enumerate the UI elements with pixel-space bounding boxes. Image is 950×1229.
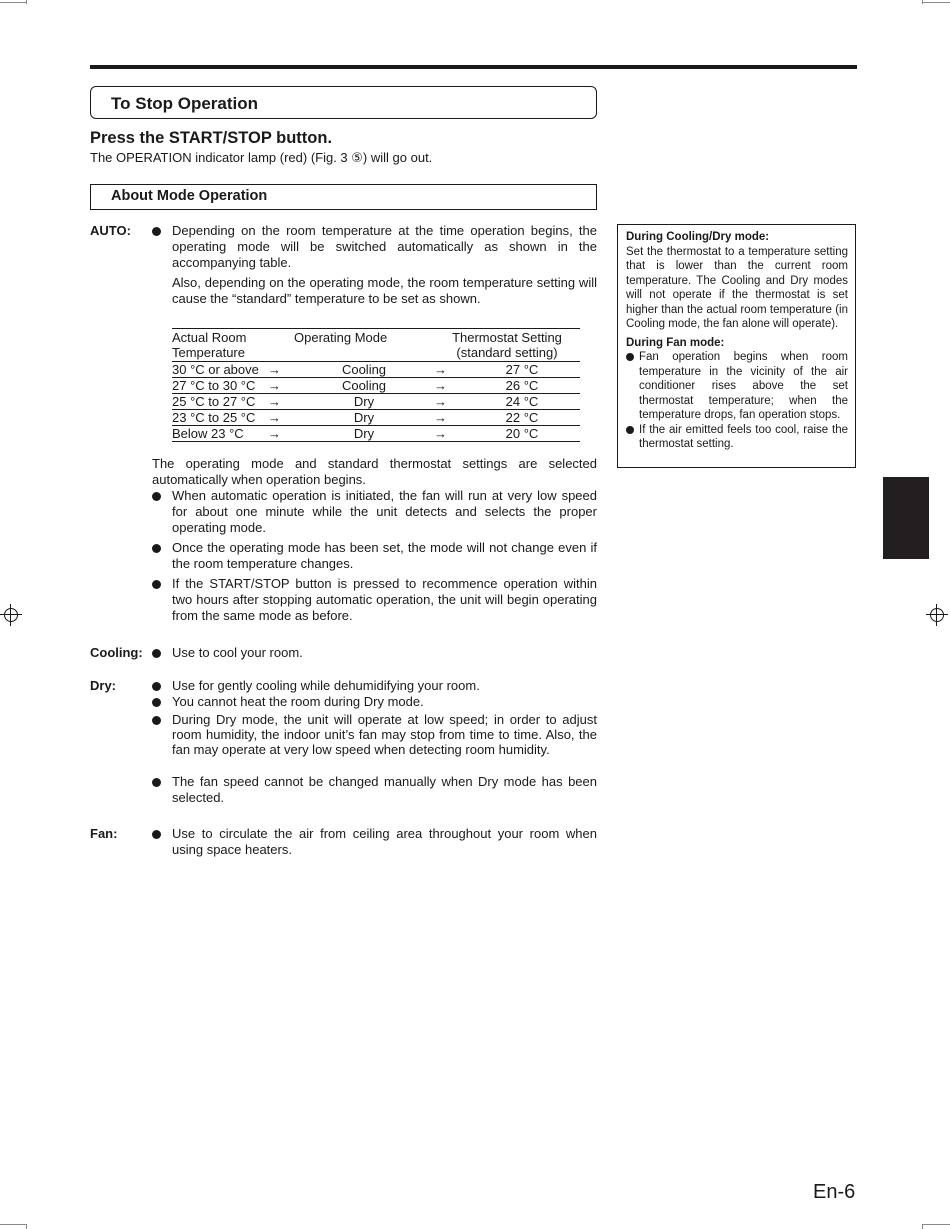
registration-mark-right xyxy=(926,604,948,626)
crop-mark-bottom-right-h xyxy=(922,1224,950,1225)
crop-mark-top-left-v xyxy=(26,0,27,4)
dry-bullet-4: The fan speed cannot be changed manually when Dry mode has been selected. xyxy=(172,774,597,805)
bullet-icon xyxy=(152,716,161,725)
arrow-icon: → xyxy=(268,378,294,394)
arrow-icon: → xyxy=(434,410,464,426)
fan-note-heading: During Fan mode: xyxy=(626,336,725,349)
fan-note-text-1: Fan operation begins when room temperature in the vicinity of the air conditioner rises above the set thermostat temperature; when the temperature drops, fan operation stops. xyxy=(639,351,848,421)
sidebar-note xyxy=(617,224,856,468)
row-temperature: 23 °C to 25 °C xyxy=(172,410,268,426)
header-temperature: Actual Room Temperature xyxy=(172,329,294,362)
dry-bullet-2: You cannot heat the room during Dry mode. xyxy=(172,694,424,709)
bullet-icon xyxy=(626,426,634,434)
row-setting: 24 °C xyxy=(464,394,580,410)
mode-operation-heading-box xyxy=(90,184,597,210)
arrow-icon: → xyxy=(434,426,464,442)
row-setting: 27 °C xyxy=(464,362,580,378)
header-operating-mode: Operating Mode xyxy=(294,329,434,362)
page-number: En-6 xyxy=(813,1181,856,1203)
auto-label: AUTO: xyxy=(90,223,131,238)
auto-intro-1: Depending on the room temperature at the time operation begins, the operating mode will be switched automatically as shown in the accompanying table. xyxy=(172,223,597,270)
auto-mode-table xyxy=(172,328,580,442)
header-thermostat-setting: Thermostat Setting (standard setting) xyxy=(434,329,580,362)
crop-mark-bottom-right-v xyxy=(922,1224,923,1229)
row-temperature: 30 °C or above xyxy=(172,362,268,378)
stop-instruction: Press the START/STOP button. xyxy=(90,129,333,147)
crop-mark-bottom-left-v xyxy=(26,1224,27,1229)
cooling-bullet-1: Use to cool your room. xyxy=(172,645,303,660)
fan-note-item xyxy=(626,350,848,423)
dry-bullet-1: Use for gently cooling while dehumidifying your room. xyxy=(172,678,480,693)
arrow-icon: → xyxy=(268,362,294,378)
cooling-dry-note-heading: During Cooling/Dry mode: xyxy=(626,231,770,243)
row-mode: Dry xyxy=(294,410,434,426)
dry-label: Dry: xyxy=(90,678,117,693)
row-setting: 20 °C xyxy=(464,426,580,442)
stop-operation-heading-box xyxy=(90,86,597,119)
fan-note-item xyxy=(626,423,848,452)
auto-bullet-1: When automatic operation is initiated, the fan will run at very low speed for about one minute while the unit detects and selects the proper operating mode. xyxy=(172,488,597,535)
registration-mark-left xyxy=(0,604,22,626)
row-setting: 22 °C xyxy=(464,410,580,426)
bullet-icon xyxy=(152,682,161,691)
crop-mark-top-right-h xyxy=(922,2,950,3)
auto-intro-2: Also, depending on the operating mode, the room temperature setting will cause the “standard” temperature to be set as shown. xyxy=(172,275,597,306)
table-row xyxy=(172,362,580,378)
table-row xyxy=(172,394,580,410)
fan-bullet-1: Use to circulate the air from ceiling area throughout your room when using space heaters. xyxy=(172,826,597,857)
row-mode: Dry xyxy=(294,426,434,442)
cooling-dry-note-text: Set the thermostat to a temperature setting that is lower than the current room temperature. The Cooling and Dry modes will not operate if the thermostat is set higher than the actual room temperature (in Cooling mode, the fan alone will operate). xyxy=(626,245,848,330)
fan-label: Fan: xyxy=(90,826,118,841)
arrow-icon: → xyxy=(434,362,464,378)
arrow-icon: → xyxy=(268,426,294,442)
row-temperature: Below 23 °C xyxy=(172,426,268,442)
bullet-icon xyxy=(152,492,161,501)
cooling-label: Cooling: xyxy=(90,645,143,660)
auto-bullet-3: If the START/STOP button is pressed to recommence operation within two hours after stopping automatic operation, the unit will begin operating from the same mode as before. xyxy=(172,576,597,623)
crop-mark-top-right-v xyxy=(922,0,923,4)
table-row xyxy=(172,378,580,394)
stop-description: The OPERATION indicator lamp (red) (Fig. 3 ⑤) will go out. xyxy=(90,150,433,165)
table-header-row xyxy=(172,329,580,362)
top-rule xyxy=(90,65,857,69)
crop-mark-top-left-h xyxy=(0,2,26,3)
row-setting: 26 °C xyxy=(464,378,580,394)
row-mode: Dry xyxy=(294,394,434,410)
arrow-icon: → xyxy=(268,410,294,426)
bullet-icon xyxy=(152,830,161,839)
bullet-icon xyxy=(152,698,161,707)
row-temperature: 27 °C to 30 °C xyxy=(172,378,268,394)
bullet-icon xyxy=(152,544,161,553)
bullet-icon xyxy=(152,778,161,787)
arrow-icon: → xyxy=(434,378,464,394)
arrow-icon: → xyxy=(268,394,294,410)
auto-summary: The operating mode and standard thermostat settings are selected automatically when operation begins. xyxy=(152,456,597,487)
row-temperature: 25 °C to 27 °C xyxy=(172,394,268,410)
row-mode: Cooling xyxy=(294,378,434,394)
auto-bullet-2: Once the operating mode has been set, the mode will not change even if the room temperature changes. xyxy=(172,540,597,571)
bullet-icon xyxy=(152,649,161,658)
table-row xyxy=(172,410,580,426)
bullet-icon xyxy=(152,227,161,236)
arrow-icon: → xyxy=(434,394,464,410)
section-thumb-tab xyxy=(883,477,929,559)
mode-operation-heading: About Mode Operation xyxy=(111,188,268,204)
crop-mark-bottom-left-h xyxy=(0,1224,26,1225)
bullet-icon xyxy=(626,353,634,361)
dry-bullet-3: During Dry mode, the unit will operate at low speed; in order to adjust room humidity, the indoor unit’s fan may stop from time to time. Also, the fan may operate at very low speed when detecting room humidity. xyxy=(172,712,597,757)
row-mode: Cooling xyxy=(294,362,434,378)
stop-operation-heading: To Stop Operation xyxy=(111,94,259,113)
table-row xyxy=(172,426,580,442)
bullet-icon xyxy=(152,580,161,589)
fan-note-text-2: If the air emitted feels too cool, raise the thermostat setting. xyxy=(639,423,848,450)
